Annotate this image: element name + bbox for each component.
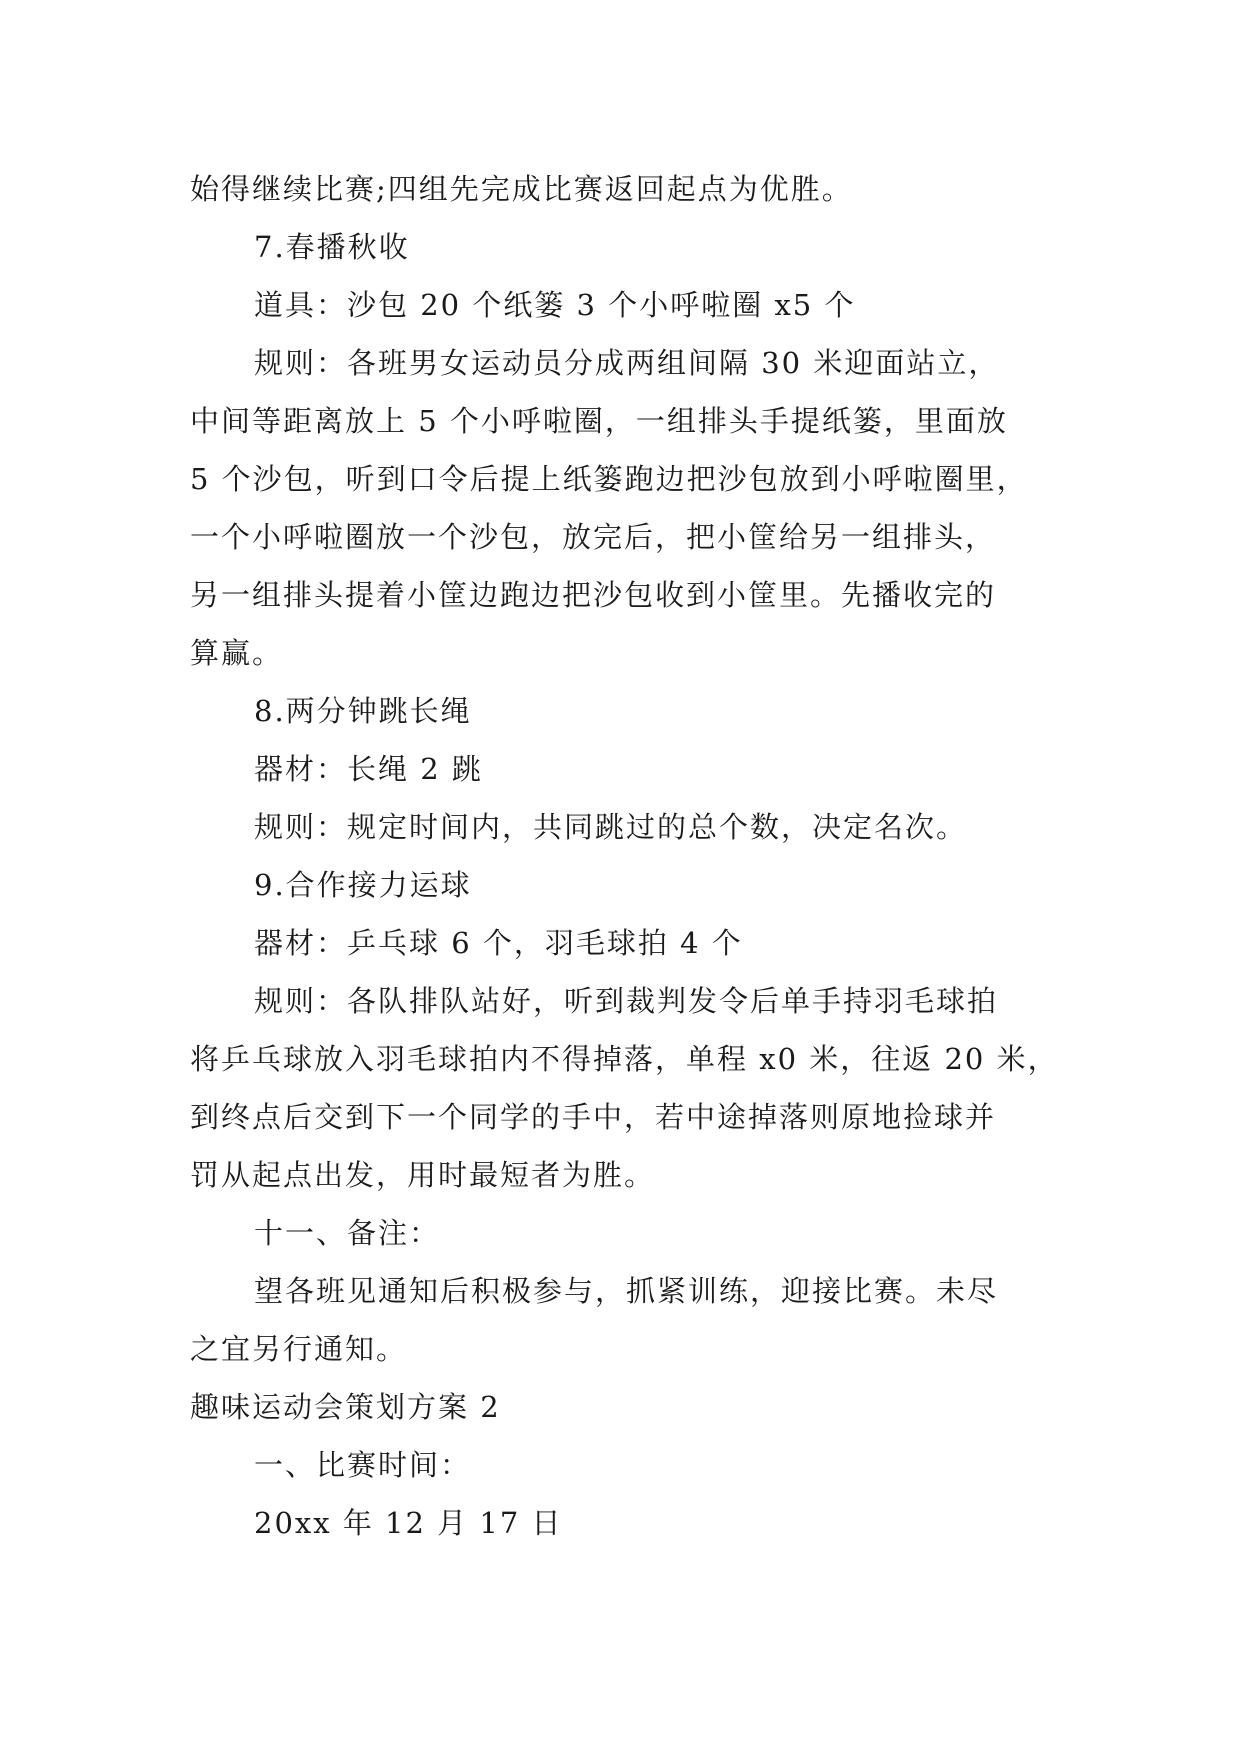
paragraph-line: 将乒乓球放入羽毛球拍内不得掉落，单程 x0 米，往返 20 米， bbox=[190, 1042, 1059, 1076]
section-heading: 9.合作接力运球 bbox=[254, 868, 472, 902]
paragraph-line: 罚从起点出发，用时最短者为胜。 bbox=[190, 1158, 656, 1192]
section-heading: 7.春播秋收 bbox=[254, 230, 410, 264]
paragraph-line: 到终点后交到下一个同学的手中，若中途掉落则原地捡球并 bbox=[190, 1100, 997, 1134]
paragraph-line: 5 个沙包，听到口令后提上纸篓跑边把沙包放到小呼啦圈里， bbox=[190, 462, 1028, 496]
section-heading: 8.两分钟跳长绳 bbox=[254, 694, 472, 728]
document-title: 趣味运动会策划方案 2 bbox=[190, 1390, 501, 1424]
rules-line: 规则：各队排队站好，听到裁判发令后单手持羽毛球拍 bbox=[254, 984, 999, 1018]
rules-line: 规则：各班男女运动员分成两组间隔 30 米迎面站立， bbox=[254, 346, 1000, 380]
notes-line: 望各班见通知后积极参与，抓紧训练，迎接比赛。未尽 bbox=[254, 1274, 999, 1308]
props-line: 道具：沙包 20 个纸篓 3 个小呼啦圈 x5 个 bbox=[254, 288, 856, 322]
rules-line: 规则：规定时间内，共同跳过的总个数，决定名次。 bbox=[254, 810, 968, 844]
paragraph-line: 算赢。 bbox=[190, 636, 284, 670]
equipment-line: 器材：长绳 2 跳 bbox=[254, 752, 483, 786]
paragraph-line: 中间等距离放上 5 个小呼啦圈，一组排头手提纸篓，里面放 bbox=[190, 404, 1008, 438]
document-body bbox=[190, 160, 1070, 1552]
paragraph-line: 始得继续比赛;四组先完成比赛返回起点为优胜。 bbox=[190, 172, 853, 206]
paragraph-line: 另一组排头提着小筐边跑边把沙包收到小筐里。先播收完的 bbox=[190, 578, 997, 612]
paragraph-line: 之宜另行通知。 bbox=[190, 1332, 408, 1366]
paragraph-line: 一个小呼啦圈放一个沙包，放完后，把小筐给另一组排头， bbox=[190, 520, 997, 554]
equipment-line: 器材：乒乓球 6 个，羽毛球拍 4 个 bbox=[254, 926, 743, 960]
section-heading: 十一、备注： bbox=[254, 1216, 441, 1250]
date-line: 20xx 年 12 月 17 日 bbox=[254, 1506, 563, 1540]
section-heading: 一、比赛时间： bbox=[254, 1448, 472, 1482]
